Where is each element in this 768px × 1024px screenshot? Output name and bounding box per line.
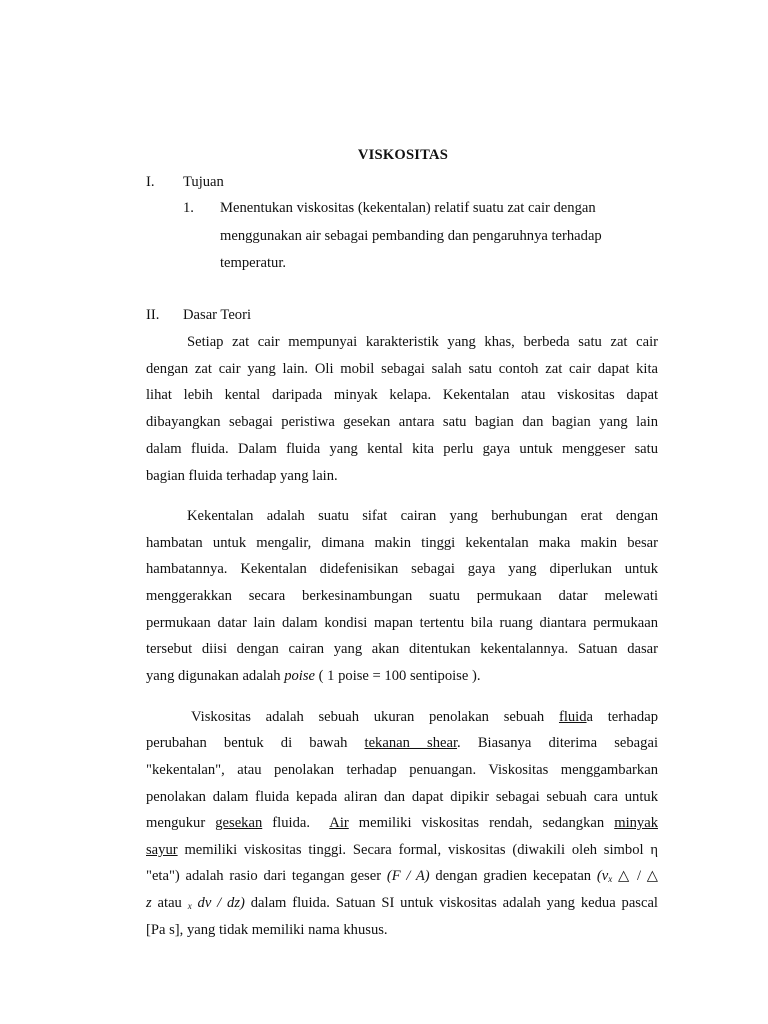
paragraph-line: bagian fluida terhadap yang lain.	[146, 468, 338, 484]
text-run: . Biasanya diterima sebagai	[457, 735, 658, 751]
text-run: atau	[151, 895, 188, 911]
formula-v: (v	[596, 868, 609, 884]
paragraph-line	[146, 841, 658, 859]
paragraph-line: penolakan dalam fluida kepada aliran dan dapat dipikir sebagai sebuah cara untuk	[146, 789, 658, 805]
subscript-x: x	[187, 901, 192, 911]
poise-term: poise	[284, 668, 315, 684]
paragraph-line: "kekentalan", atau penolakan terhadap penuangan. Viskositas menggambarkan	[146, 762, 658, 778]
section-1-heading: Tujuan	[183, 174, 224, 190]
paragraph-line	[146, 894, 658, 915]
text-run: mengukur	[146, 815, 216, 831]
text-run: dengan gradien kecepatan	[429, 868, 597, 884]
paragraph-line	[146, 814, 658, 832]
text-run: a terhadap	[586, 709, 658, 725]
paragraph-line: [Pa s], yang tidak memiliki nama khusus.	[146, 922, 388, 938]
formula-delta: △ / △	[612, 868, 659, 884]
paragraph-line	[191, 708, 658, 726]
formula-dvdz: dv / dz)	[191, 895, 245, 911]
paragraph-line: tersebut diisi dengan cairan yang akan ditentukan kekentalannya. Satuan dasar	[146, 641, 658, 657]
text-run: Viskositas adalah sebuah ukuran penolakan sebuah	[191, 709, 559, 725]
text-run: perubahan bentuk di bawah	[146, 735, 365, 751]
text-run: fluida.	[262, 815, 330, 831]
text-run: ( 1 poise = 100 sentipoise ).	[315, 668, 481, 684]
list-item-line: Menentukan viskositas (kekentalan) relatif suatu zat cair dengan	[220, 200, 596, 216]
paragraph-line: Setiap zat cair mempunyai karakteristik yang khas, berbeda satu zat cair	[187, 334, 658, 350]
link-tekanan-shear[interactable]: tekanan shear	[364, 735, 458, 751]
section-2-heading: Dasar Teori	[183, 307, 252, 323]
text-run: yang digunakan adalah	[146, 668, 285, 684]
text-run: "eta") adalah rasio dari tegangan geser	[146, 868, 387, 884]
formula-fa: (F / A)	[386, 868, 430, 884]
link-minyak-sayur[interactable]: minyak	[614, 815, 658, 831]
page-title: VISKOSITAS	[357, 147, 449, 163]
paragraph-line: hambatan untuk mengalir, dimana makin tinggi kekentalan maka makin besar	[146, 535, 658, 551]
link-gesekan[interactable]: gesekan	[215, 815, 263, 831]
paragraph-line: menggerakkan secara berkesinambungan suatu permukaan datar melewati	[146, 588, 658, 604]
formula-z: z	[146, 895, 152, 911]
list-item-line: menggunakan air sebagai pembanding dan pengaruhnya terhadap	[220, 228, 602, 244]
text-run: memiliki viskositas tinggi. Secara formal, viskositas (diwakili oleh simbol η	[177, 842, 658, 858]
subscript-x: x	[608, 874, 613, 884]
paragraph-line: dengan zat cair yang lain. Oli mobil sebagai salah satu contoh zat cair dapat kita	[146, 361, 658, 377]
list-item-number: 1.	[183, 200, 194, 216]
paragraph-line	[146, 667, 481, 685]
paragraph-line	[146, 734, 658, 752]
paragraph-line: Kekentalan adalah suatu sifat cairan yang berhubungan erat dengan	[187, 508, 658, 524]
link-air[interactable]: Air	[329, 815, 349, 831]
paragraph-line: permukaan datar lain dalam kondisi mapan tertentu bila ruang diantara permukaan	[146, 615, 658, 631]
paragraph-line: dibayangkan sebagai peristiwa gesekan antara satu bagian dan bagian yang lain	[146, 414, 658, 430]
paragraph-line: lihat lebih kental daripada minyak kelapa. Kekentalan atau viskositas dapat	[146, 387, 658, 403]
paragraph-line: dalam fluida. Dalam fluida yang kental kita perlu gaya untuk menggeser satu	[146, 441, 658, 457]
text-run: dalam fluida. Satuan SI untuk viskositas adalah yang kedua pascal	[244, 895, 658, 911]
link-minyak-sayur-cont[interactable]: sayur	[146, 842, 178, 858]
section-2-numeral: II.	[146, 307, 160, 323]
list-item-line: temperatur.	[220, 255, 287, 271]
text-run: memiliki viskositas rendah, sedangkan	[348, 815, 615, 831]
section-1-numeral: I.	[146, 174, 155, 190]
paragraph-line: hambatannya. Kekentalan didefenisikan sebagai gaya yang diperlukan untuk	[146, 561, 658, 577]
link-fluida[interactable]: fluid	[558, 709, 587, 725]
paragraph-line	[146, 867, 658, 888]
